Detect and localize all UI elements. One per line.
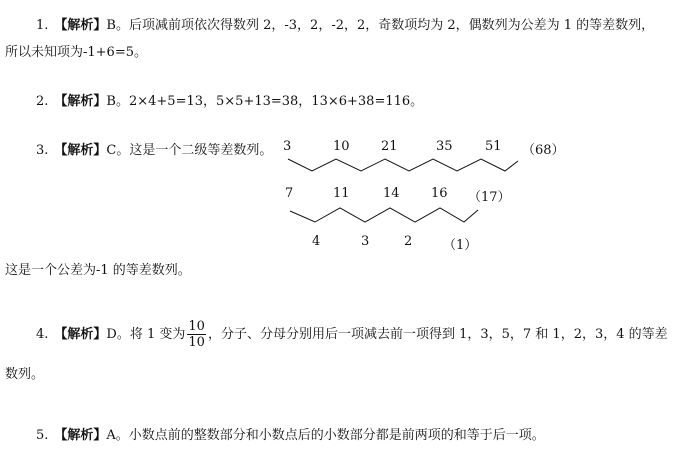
row1-value: 51: [485, 139, 502, 154]
row2-value: （17）: [468, 190, 511, 205]
row3-value: （1）: [443, 238, 478, 253]
q4-line2: 数列。: [5, 367, 45, 382]
q5-number: 5.: [36, 428, 49, 443]
row3-value: 4: [312, 234, 321, 249]
q1-text: B。后项减前项依次得数列 2，-3，2，-2，2，奇数项均为 2，偶数列为公差为 1 的等差数列，: [106, 18, 655, 33]
row2-value: 7: [285, 186, 294, 201]
zigzag-row2: [290, 208, 478, 222]
row2-value: 14: [383, 186, 400, 201]
fraction: [187, 319, 206, 350]
row1-value: 35: [436, 139, 453, 154]
row3-value: 2: [404, 234, 413, 249]
q2-number: 2.: [36, 94, 49, 109]
row3-value: 3: [361, 234, 370, 249]
q4-tag: 【解析】: [54, 327, 107, 342]
q4-number: 4.: [36, 327, 49, 342]
q3-text: C。这是一个二级等差数列。: [106, 143, 273, 158]
q1-tag: 【解析】: [54, 18, 107, 33]
fraction-numerator: 10: [188, 319, 205, 334]
q3-conclusion: 这是一个公差为-1 的等差数列。: [5, 263, 191, 278]
q1-line2: 所以未知项为-1+6=5。: [5, 45, 147, 60]
q3-tag: 【解析】: [54, 143, 107, 158]
q2-tag: 【解析】: [54, 94, 107, 109]
row1-value: 10: [333, 139, 350, 154]
fraction-denominator: 10: [188, 335, 205, 350]
row1-value: （68）: [522, 143, 565, 158]
q4-text-before: D。将 1 变为: [106, 327, 186, 342]
q5-text: A。小数点前的整数部分和小数点后的小数部分都是前两项的和等于后一项。: [106, 428, 545, 443]
row1-value: 21: [381, 139, 398, 154]
q4-text-after: ，分子、分母分别用后一项减去前一项得到 1，3，5，7 和 1，2，3，4 的等差: [207, 327, 668, 342]
q3-number: 3.: [36, 143, 49, 158]
zigzag-row1: [288, 159, 518, 171]
row1-value: 3: [283, 139, 292, 154]
q5-line: [36, 424, 545, 443]
row2-value: 11: [333, 186, 350, 201]
q5-tag: 【解析】: [54, 428, 107, 443]
q4-line1: [36, 319, 668, 350]
q2-text: B。2×4+5=13，5×5+13=38，13×6+38=116。: [106, 94, 424, 109]
q1-number: 1.: [36, 18, 49, 33]
row2-value: 16: [431, 186, 448, 201]
